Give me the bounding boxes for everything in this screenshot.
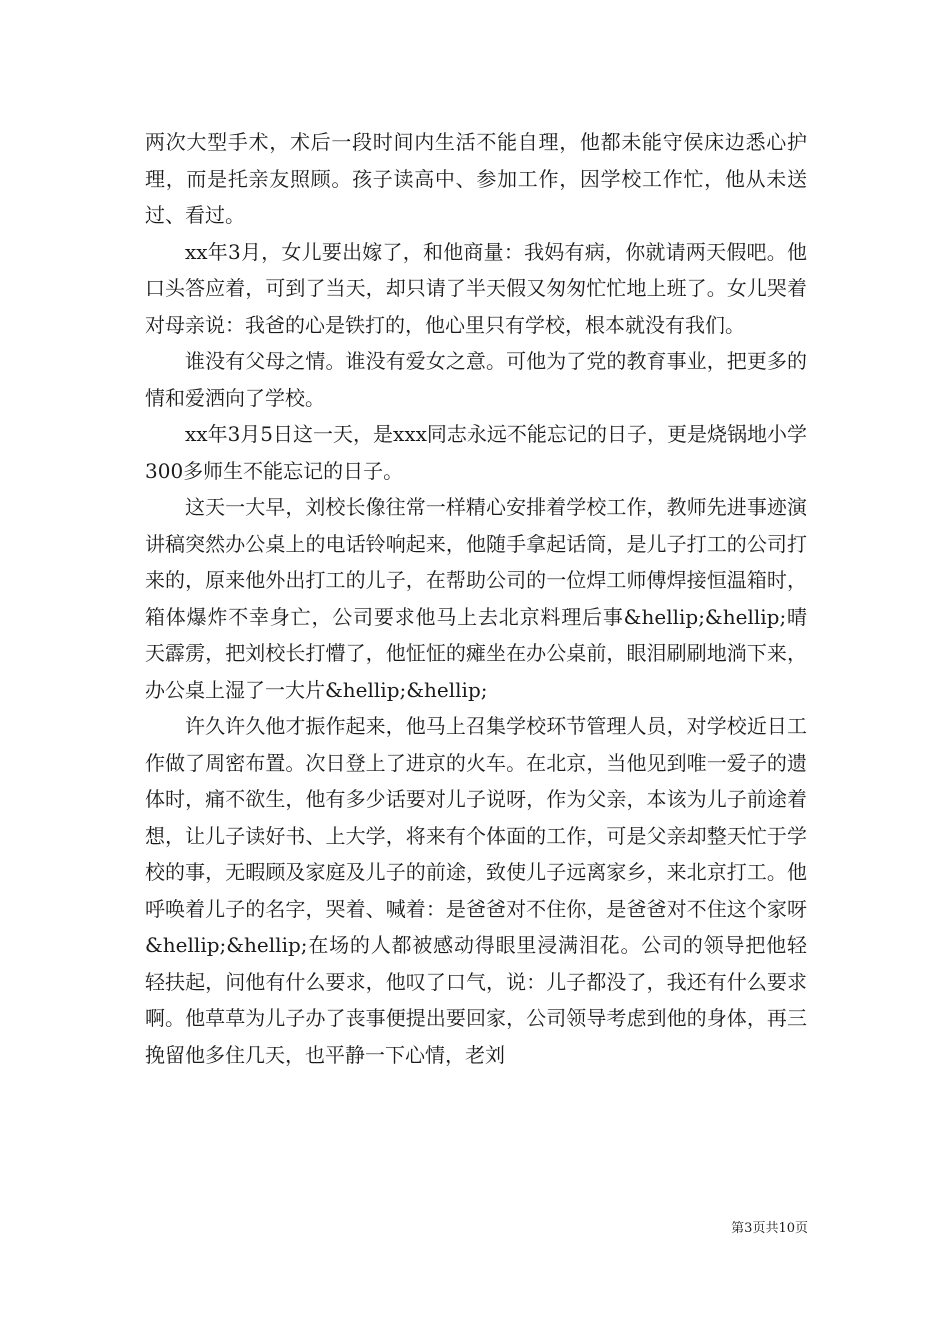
paragraph: 许久许久他才振作起来，他马上召集学校环节管理人员，对学校近日工作做了周密布置。次日登上了进京的火车。在北京，当他见到唯一爱子的遗体时，痛不欲生，他有多少话要对儿子说呀，作为父亲，本该为儿子前途着想，让儿子读好书、上大学，将来有个体面的工作，可是父亲却整天忙于学校的事，无暇顾及家庭及儿子的前途，致使儿子远离家乡，来北京打工。他呼唤着儿子的名字，哭着、喊着：是爸爸对不住你，是爸爸对不住这个家呀&hellip;&hellip;在场的人都被感动得眼里浸满泪花。公司的领导把他轻轻扶起，问他有什么要求，他叹了口气，说：儿子都没了，我还有什么要求啊。他草草为儿子办了丧事便提出要回家，公司领导考虑到他的身体，再三挽留他多住几天，也平静一下心情，老刘 [145,714,807,1067]
paragraph: 这天一大早，刘校长像往常一样精心安排着学校工作，教师先进事迹演讲稿突然办公桌上的电话铃响起来，他随手拿起话筒，是儿子打工的公司打来的，原来他外出打工的儿子，在帮助公司的一位焊工师傅焊接恒温箱时，箱体爆炸不幸身亡，公司要求他马上去北京料理后事&hellip;&hellip;晴天霹雳，把刘校长打懵了，他怔怔的瘫坐在办公桌前，眼泪刷刷地淌下来，办公桌上湿了一大片&hellip;&hellip; [145,495,807,702]
body-text [145,124,807,1073]
paragraph: xx年3月5日这一天，是xxx同志永远不能忘记的日子，更是烧锅地小学300多师生不能忘记的日子。 [145,422,807,483]
paragraph-continuation: 两次大型手术，术后一段时间内生活不能自理，他都未能守侯床边悉心护理，而是托亲友照顾。孩子读高中、参加工作，因学校工作忙，他从未送过、看过。 [145,130,807,227]
paragraph: xx年3月，女儿要出嫁了，和他商量：我妈有病，你就请两天假吧。他口头答应着，可到了当天，却只请了半天假又匆匆忙忙地上班了。女儿哭着对母亲说：我爸的心是铁打的，他心里只有学校，根本就没有我们。 [145,239,807,337]
paragraph: 谁没有父母之情。谁没有爱女之意。可他为了党的教育事业，把更多的情和爱洒向了学校。 [145,349,807,410]
page-number-footer: 第3页共10页 [731,1221,808,1236]
